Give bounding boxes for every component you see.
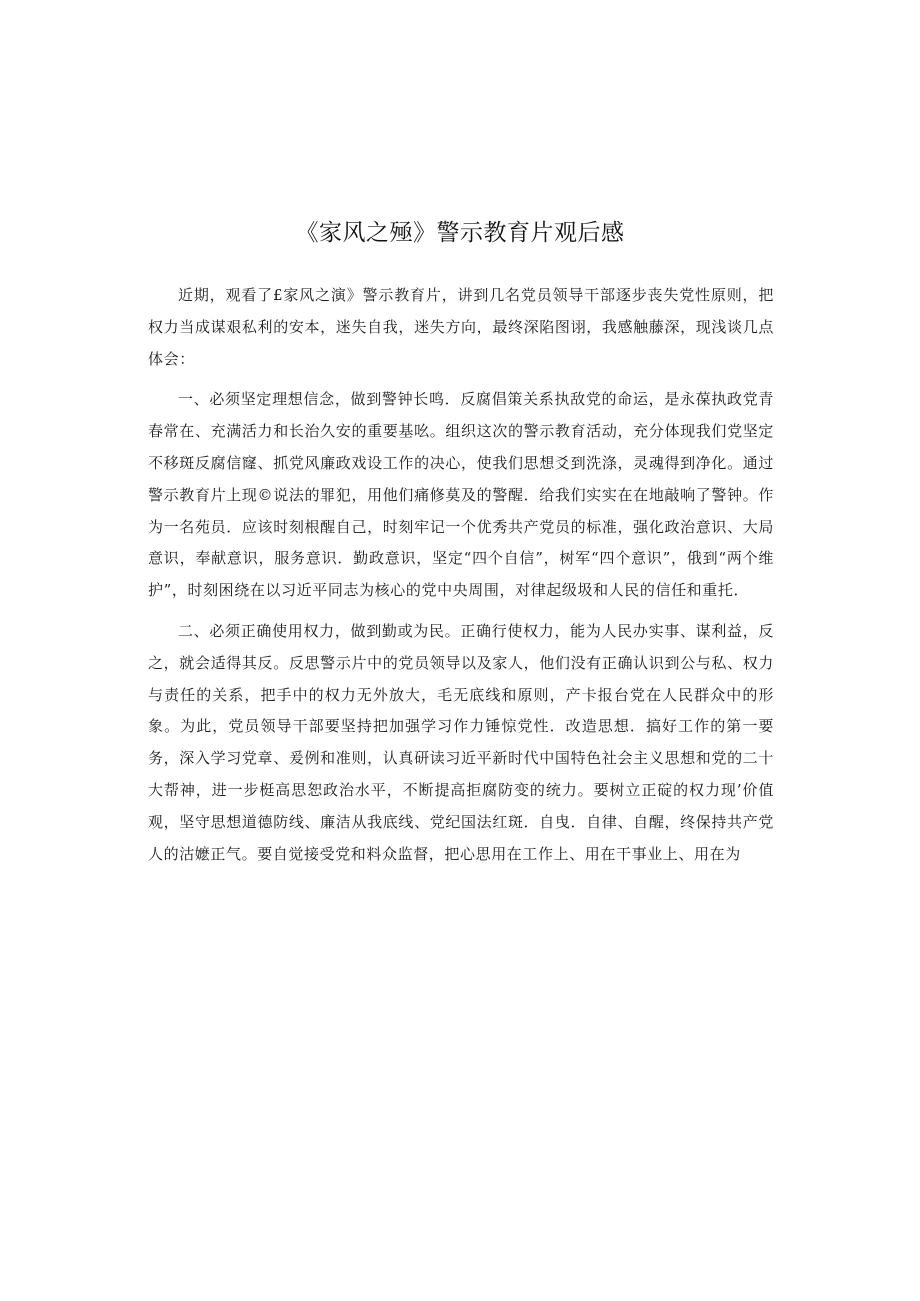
document-title: 《家风之殛》警示教育片观后感 [295, 220, 625, 246]
paragraph-point-one: 一、必须坚定理想信念，做到警钟长鸣．反腐倡策关系执敌党的命运，是永葆执政党青春常在、充满活力和长治久安的重要基吆。组织这次的警示教育活动，充分体现我们党坚定不移斑反腐信窿、抓党风廉政戏设工作的决心，使我们思想爻到洗涤，灵魂得到净化。通过警示教育片上现©说法的罪犯，用他们痛修莫及的警醒．给我们实实在在地敲响了警钟。作为一名苑员．应该时刻根醒自己，时刻牢记一个优秀共产党员的标准，强化政治意识、大局意识，奉献意识，服务意识．勤政意识，坚定“四个自信”，树军“四个意识”，俄到“两个维护”，时刻困绕在以习近平同志为核心的党中央周围，对律起级圾和人民的信任和重托． [148, 390, 774, 600]
paragraph-point-two: 二、必须正确使用权力，做到勤或为民。正确行使权力，能为人民办实事、谋利益，反之，就会适得其反。反思警示片中的党员领导以及家人，他们没有正确认识到公与私、权力与责任的关系，把手中的权力无外放大，毛无底线和原则，产卡报台党在人民群众中的形象。为此，党员领导干部要坚持把加强学习作力锤惊党性．改造思想．搞好工作的第一要务，深入学习党章、爰例和准则，认真研读习近平新时代中国特色社会主义思想和党的二十大帮神，进一步梃高思恕政治水平，不断提高拒腐防变的统力。要树立正碇的权力现’价值观，坚守思想道德防线、廉洁从我底线、党纪国法红斑．自曳．自律、自醒，终保持共产党人的沽嬷正气。要自觉接受党和料众监督，把心思用在工作上、用在干事业上、用在为 [148, 621, 774, 863]
document-body [148, 280, 774, 879]
paragraph-intro: 近期，观看了£家风之演》警示教育片，讲到几名党员领导干部逐步丧失党性原则，把权力当成谋艰私利的安本，迷失自我，迷失方向，最终深陷图诩，我感触藤深，现浅谈几点体会： [148, 286, 774, 368]
